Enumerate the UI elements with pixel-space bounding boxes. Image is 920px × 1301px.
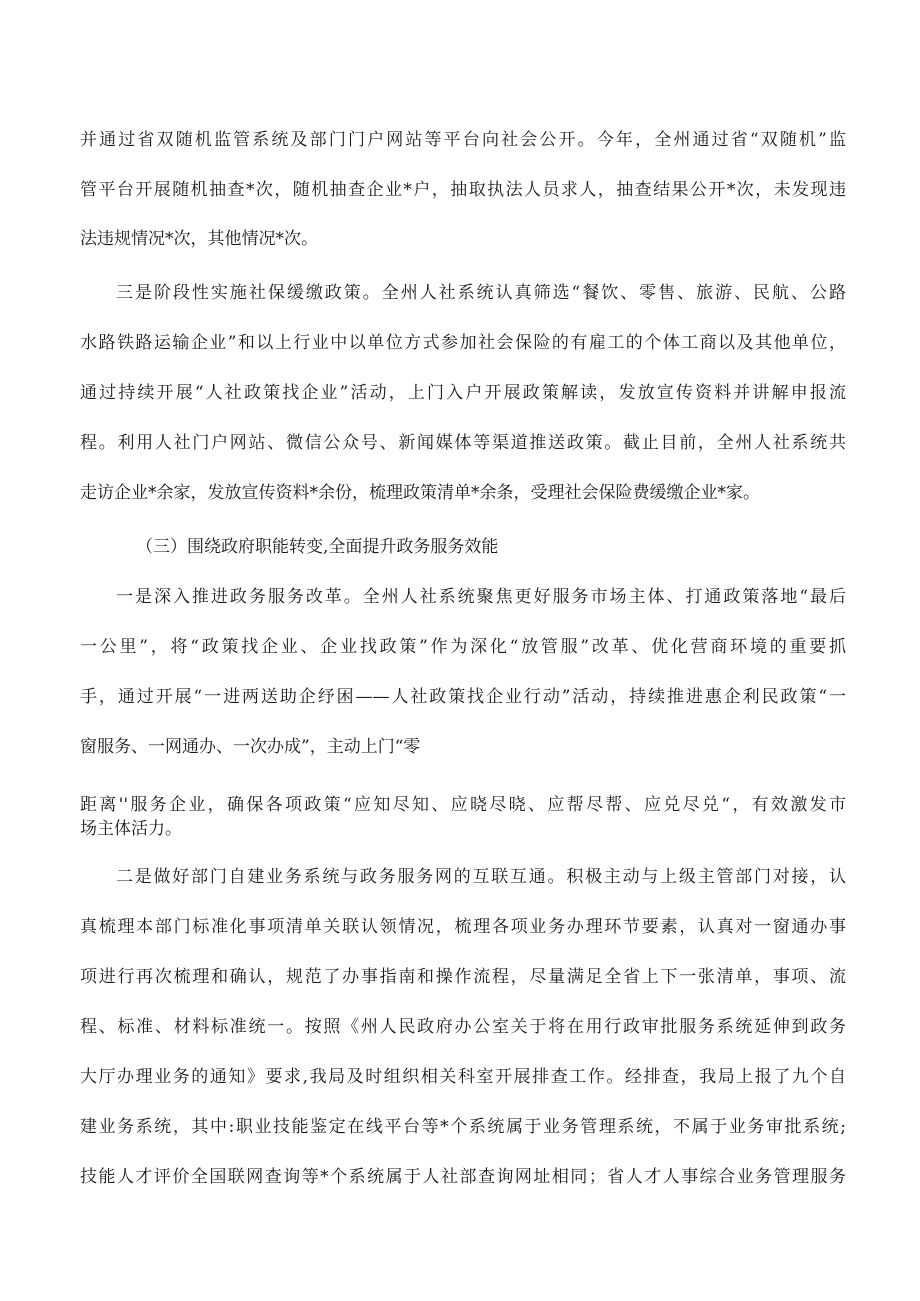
paragraph-line: 技能人才评价全国联网查询等*个系统属于人社部查询网址相同；省人才人事综合业务管理服务 (80, 1167, 846, 1187)
paragraph-line: 程。利用人社门户网站、微信公众号、新闻媒体等渠道推送政策。截止目前，全州人社系统共 (80, 433, 846, 453)
paragraph-line: 大厅办理业务的通知》要求,我局及时组织相关科室开展排查工作。经排查，我局上报了九个自 (80, 1067, 846, 1087)
paragraph-line: 并通过省双随机监管系统及部门门户网站等平台向社会公开。今年，全州通过省“双随机”监 (80, 130, 846, 150)
paragraph-line: 管平台开展随机抽查*次，随机抽查企业*户，抽取执法人员求人，抽查结果公开*次，未发现违 (80, 180, 846, 200)
paragraph-line: 场主体活力。 (80, 819, 182, 839)
paragraph-line: 一公里”，将“政策找企业、企业找政策”作为深化“放管服”改革、优化营商环境的重要抓 (80, 637, 846, 657)
paragraph-line: 三是阶段性实施社保缓缴政策。全州人社系统认真筛选“餐饮、零售、旅游、民航、公路 (116, 283, 846, 303)
paragraph-line: 程、标准、材料标准统一。按照《州人民政府办公室关于将在用行政审批服务系统延伸到政务 (80, 1017, 846, 1037)
paragraph-line: 真梳理本部门标准化事项清单关联认领情况，梳理各项业务办理环节要素，认真对一窗通办事 (80, 917, 846, 937)
paragraph-line: 一是深入推进政务服务改革。全州人社系统聚焦更好服务市场主体、打通政策落地“最后 (116, 587, 846, 607)
paragraph-line: 项进行再次梳理和确认，规范了办事指南和操作流程，尽量满足全省上下一张清单，事项、流 (80, 967, 846, 987)
paragraph-line: 建业务系统，其中:职业技能鉴定在线平台等*个系统属于业务管理系统，不属于业务审批系统; (80, 1117, 846, 1137)
paragraph-line: 法违规情况*次，其他情况*次。 (80, 229, 318, 249)
paragraph-line: 通过持续开展“人社政策找企业”活动，上门入户开展政策解读，发放宣传资料并讲解申报流 (80, 383, 846, 403)
paragraph-line: 水路铁路运输企业”和以上行业中以单位方式参加社会保险的有雇工的个体工商以及其他单位， (80, 333, 846, 353)
paragraph-line: 窗服务、一网通办、一次办成”，主动上门“零 (80, 737, 421, 757)
paragraph-line: 距离''服务企业，确保各项政策“应知尽知、应晓尽晓、应帮尽帮、应兑尽兑“，有效激发市 (80, 795, 846, 815)
paragraph-line: 手，通过开展“一进两送助企纾困——人社政策找企业行动”活动，持续推进惠企利民政策“一 (80, 687, 846, 707)
paragraph-line: 二是做好部门自建业务系统与政务服务网的互联互通。积极主动与上级主管部门对接，认 (116, 867, 846, 887)
paragraph-line: 走访企业*余家，发放宣传资料*余份，梳理政策清单*余条，受理社会保险费缓缴企业*家。 (80, 483, 760, 503)
section-heading: （三）围绕政府职能转变,全面提升政务服务效能 (136, 537, 499, 557)
